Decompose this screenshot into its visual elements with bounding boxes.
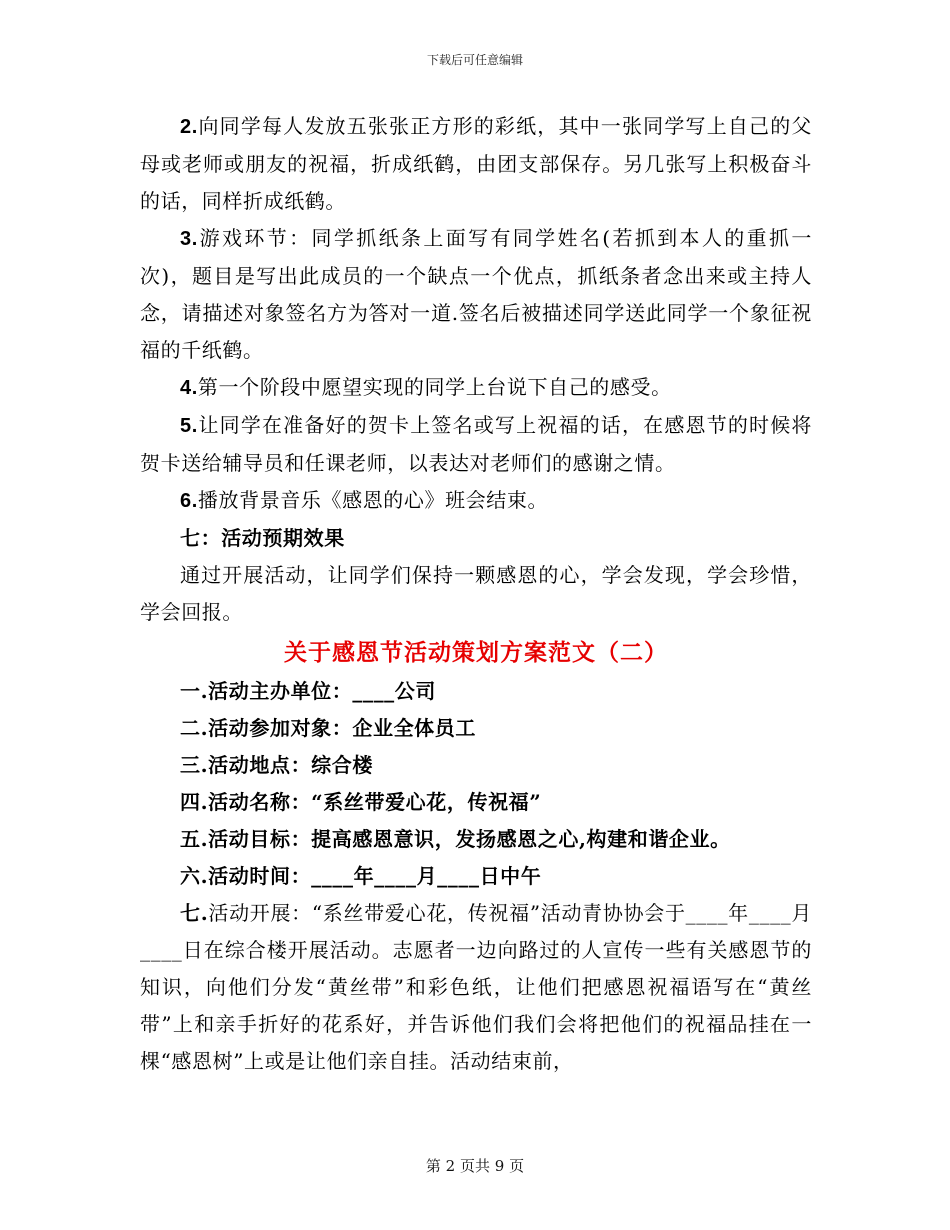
list-item-5: [140, 407, 812, 482]
item-number: 2.: [180, 116, 198, 138]
plan-item-location: 三.活动地点：综合楼: [180, 753, 373, 777]
item-text: 播放背景音乐《感恩的心》班会结束。: [197, 488, 549, 512]
item-text: 游戏环节：同学抓纸条上面写有同学姓名(若抓到本人的重抓一次)，题目是写出此成员的一个缺点一个优点，抓纸条者念出来或主持人念，请描述对象签名方为答对一道.签名后被描述同学送此同学一个象征祝福的千纸鹤。: [140, 226, 812, 362]
item-text: 让同学在准备好的贺卡上签名或写上祝福的话，在感恩节的时候将贺卡送给辅导员和任课老师，以表达对老师们的感谢之情。: [140, 413, 812, 475]
section-heading-expected-effect: 七：活动预期效果: [180, 526, 345, 550]
list-item-6: [140, 482, 812, 520]
item-label: 七.: [180, 901, 209, 925]
list-item-2: [140, 108, 812, 220]
plan-item-organizer: 一.活动主办单位：____公司: [180, 679, 436, 703]
plan-item-time: 六.活动时间：____年____月____日中午: [180, 864, 542, 888]
plan-item-goal: 五.活动目标：提高感恩意识，发扬感恩之心,构建和谐企业。: [180, 827, 731, 851]
item-number: 6.: [180, 490, 198, 512]
plan-item-name: 四.活动名称：“系丝带爱心花，传祝福”: [180, 790, 542, 814]
page-header: 下载后可任意编辑: [426, 53, 523, 67]
plan-item-participants: 二.活动参加对象：企业全体员工: [180, 716, 476, 740]
list-item-4: [140, 369, 812, 407]
item-text: 向同学每人发放五张张正方形的彩纸，其中一张同学写上自己的父母或老师或朋友的祝福，折成纸鹤，由团支部保存。另几张写上积极奋斗的话，同样折成纸鹤。: [140, 114, 812, 213]
item-number: 5.: [180, 415, 198, 437]
item-number: 3.: [180, 228, 198, 250]
list-item-3: [140, 220, 812, 369]
section-title: 关于感恩节活动策划方案范文（二）: [284, 639, 668, 666]
plan-item-activity: [140, 895, 812, 1080]
page-number: 第 2 页共 9 页: [425, 1157, 525, 1175]
expected-effect-text: 通过开展活动，让同学们保持一颗感恩的心，学会发现，学会珍惜，学会回报。: [140, 563, 812, 624]
document-body: [140, 108, 812, 1080]
item-number: 4.: [180, 377, 198, 399]
item-text: 活动开展：“系丝带爱心花，传祝福”活动青协协会于____年____月____日在综合楼开展活动。志愿者一边向路过的人宣传一些有关感恩节的知识，向他们分发“黄丝带”和彩色纸，让他们把感恩祝福语写在“黄丝带”上和亲手折好的花系好，并告诉他们我们会将把他们的祝福品挂在一棵“感恩树”上或是让他们亲自挂。活动结束前，: [140, 901, 812, 1073]
item-text: 第一个阶段中愿望实现的同学上台说下自己的感受。: [197, 375, 672, 399]
